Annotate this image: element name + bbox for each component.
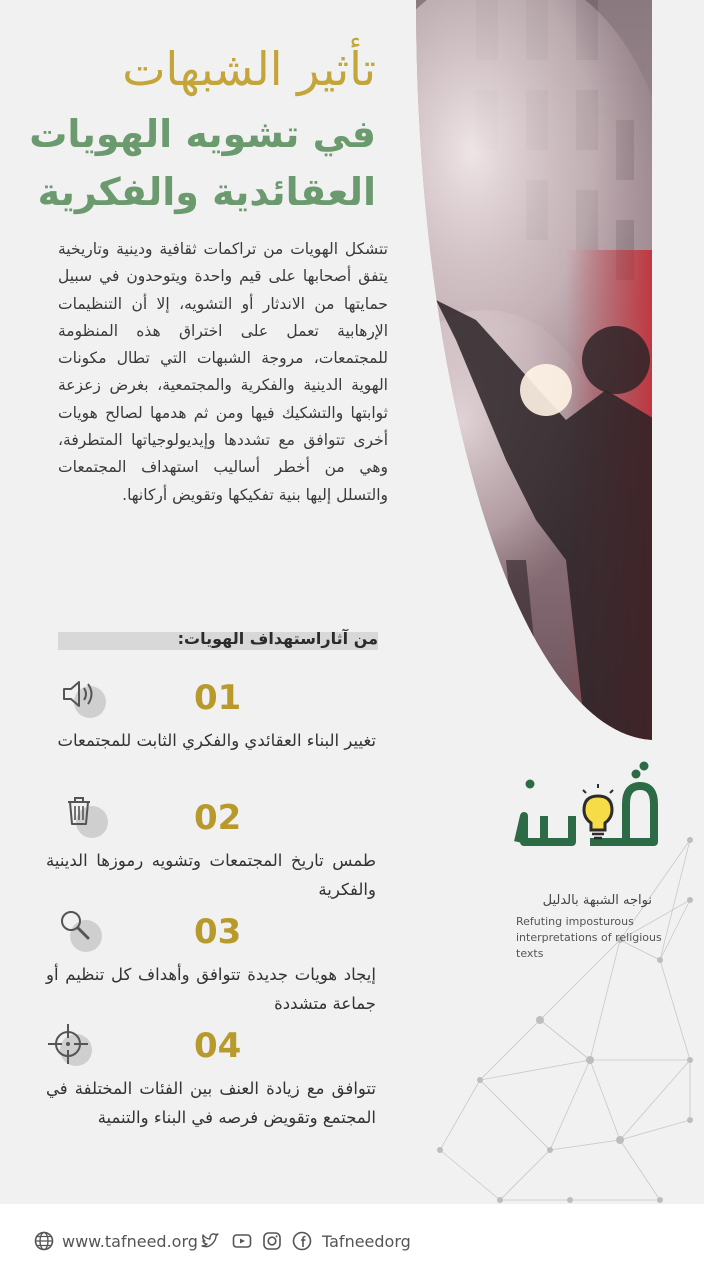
footer bbox=[0, 1204, 704, 1280]
title-line-2: في تشويه الهويات bbox=[29, 112, 376, 156]
facebook-icon[interactable] bbox=[292, 1231, 312, 1251]
effect-text: تتوافق مع زيادة العنف بين الفئات المختلفة في المجتمع وتقويض فرصه في البناء والتنمية bbox=[46, 1079, 376, 1127]
instagram-icon[interactable] bbox=[262, 1231, 282, 1251]
crosshair-icon bbox=[46, 1022, 92, 1068]
title-line-1: تأثير الشبهات bbox=[122, 42, 376, 96]
tagline-english: Refuting imposturous interpretations of religious texts bbox=[516, 915, 662, 960]
trash-icon bbox=[62, 794, 108, 840]
effect-number: 01 bbox=[194, 678, 242, 718]
title-line-3: العقائدية والفكرية bbox=[37, 170, 376, 214]
effect-number: 04 bbox=[194, 1026, 242, 1066]
network-graphic bbox=[420, 820, 704, 1210]
effect-text: طمس تاريخ المجتمعات وتشويه رموزها الدينية والفكرية bbox=[46, 851, 376, 899]
speaker-icon bbox=[60, 674, 106, 720]
social-handle[interactable]: Tafneedorg bbox=[322, 1232, 411, 1251]
photo-edge-strip bbox=[652, 0, 658, 740]
youtube-icon[interactable] bbox=[232, 1231, 252, 1251]
effect-text: إيجاد هويات جديدة تتوافق وأهداف كل تنظيم أو جماعة متشددة bbox=[46, 965, 376, 1013]
twitter-icon[interactable] bbox=[200, 1231, 220, 1251]
effect-number: 03 bbox=[194, 912, 242, 952]
search-icon bbox=[56, 908, 102, 954]
effect-number: 02 bbox=[194, 798, 242, 838]
protest-photo bbox=[416, 0, 656, 740]
intro-paragraph: تتشكل الهويات من تراكمات ثقافية ودينية وتاريخية يتفق أصحابها على قيم واحدة ويتوحدون في سبيل حمايتها من الاندثار أو التشويه، إلا أن التنظيمات الإرهابية تعمل على اختراق هذه المنظومة للمجتمعات، مروجة الشبهات التي تطال مكونات الهوية الدينية والفكرية والمجتمعية، بغرض زعزعة ثوابتها والتشكيك فيها ومن ثم هدمها لصالح هويات أخرى تتوافق مع تشددها وإيديولوجياتها المتطرفة، وهي من أخطر أساليب استهداف المجتمعات والتسلل إليها بنية تفكيكها وتقويض أركانها. bbox=[58, 240, 388, 504]
website-link[interactable]: www.tafneed.org bbox=[62, 1232, 198, 1251]
globe-icon bbox=[34, 1231, 54, 1251]
effect-text: تغيير البناء العقائدي والفكري الثابت للمجتمعات bbox=[57, 731, 376, 750]
tafneed-logo bbox=[514, 756, 660, 860]
section-heading: من آثاراستهداف الهويات: bbox=[177, 629, 378, 648]
tagline-arabic: نواجه الشبهة بالدليل bbox=[542, 893, 652, 908]
